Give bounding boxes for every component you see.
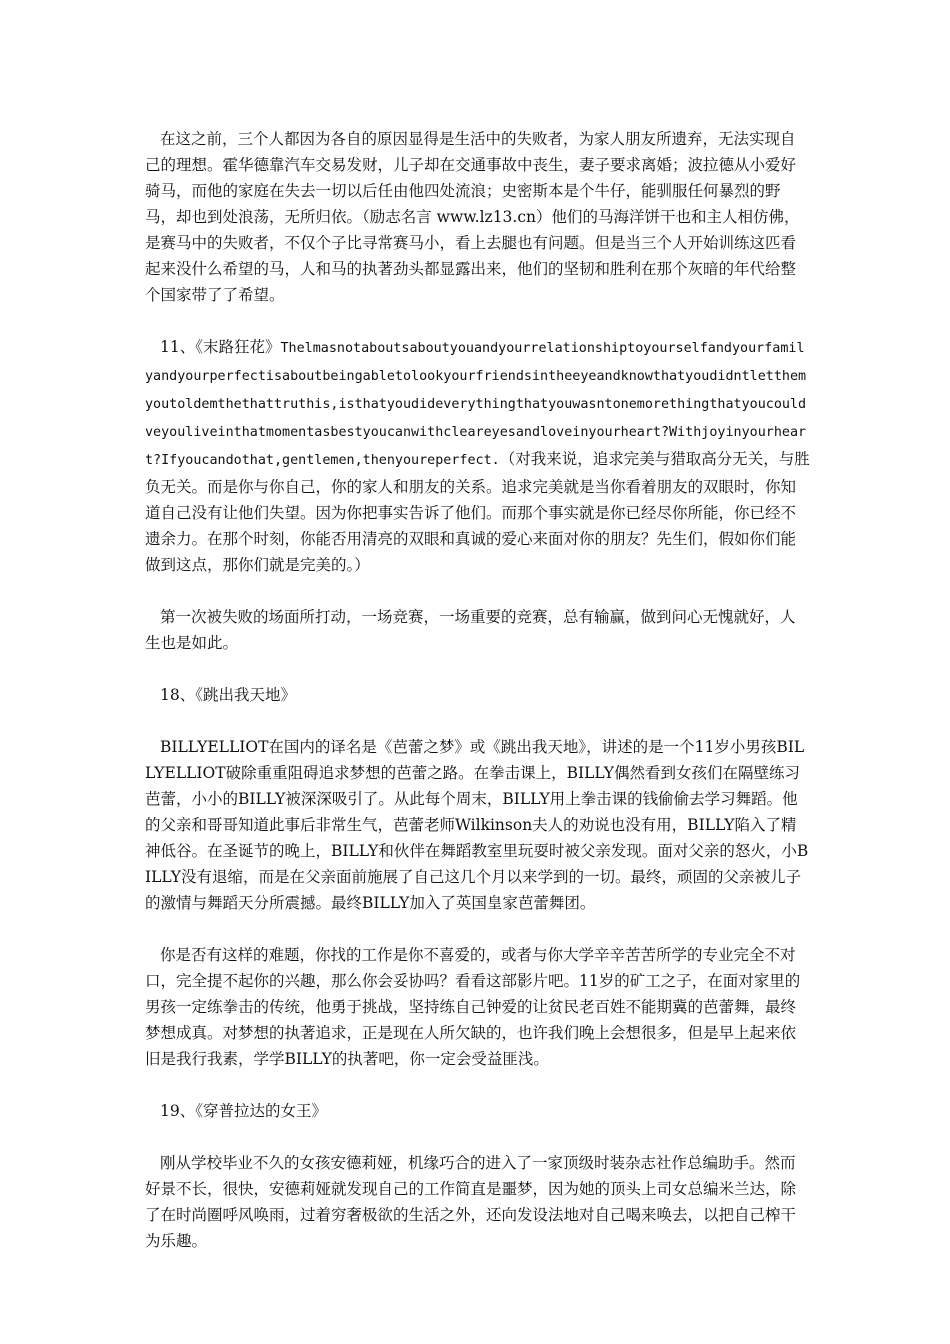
- heading-thelma-louise: 11、《末路狂花》: [160, 338, 281, 356]
- paragraph-billy-elliot-summary: BILLYELLIOT在国内的译名是《芭蕾之梦》或《跳出我天地》，讲述的是一个11岁小男孩BILLYELLIOT破除重重阻碍追求梦想的芭蕾之路。在拳击课上，BILLY偶然看到女孩们在隔壁练习芭蕾，小小的BILLY被深深吸引了。从此每个周末，BILLY用上拳击课的钱偷偷去学习舞蹈。他的父亲和哥哥知道此事后非常生气，芭蕾老师Wilkinson夫人的劝说也没有用，BILLY陷入了精神低谷。在圣诞节的晚上，BILLY和伙伴在舞蹈教室里玩耍时被父亲发现。面对父亲的怒火，小BILLY没有退缩，而是在父亲面前施展了自己这几个月以来学到的一切。最终，顽固的父亲被儿子的激情与舞蹈天分所震撼。最终BILLY加入了英国皇家芭蕾舞团。: [145, 738, 809, 912]
- paragraph-thelma-louise: [145, 334, 810, 578]
- heading-billy-elliot: 18、《跳出我天地》: [160, 686, 296, 704]
- english-quote: Thelmasnotaboutsaboutyouandyourrelationshiptoyourselfandyourfamilyandyourperfectisaboutbeingabletolookyourfriendsintheeyeandknowthatyoudidntletthemyoutoldemthethattruthis,isthatyoudideverythingthatyouwasntonemorethingthatyoucouldveyouliveinthatmomentasbestyoucanwithcleareyesandloveinyourheart?Withjoyinyourheart?Ifyoucandothat,gentlemen,thenyoureperfect.: [145, 341, 807, 468]
- document-body: [145, 126, 810, 1280]
- chinese-translation: （对我来说，追求完美与猎取高分无关，与胜负无关。而是你与你自己，你的家人和朋友的关系。追求完美就是当你看着朋友的双眼时，你知道自己没有让他们失望。因为你把事实告诉了他们。而那个事实就是你已经尽你所能，你已经不遗余力。在那个时刻，你能否用清亮的双眼和真诚的爱心来面对你的朋友？先生们，假如你们能做到这点，那你们就是完美的。）: [145, 450, 810, 574]
- paragraph-billy-elliot-reflection: 你是否有这样的难题，你找的工作是你不喜爱的，或者与你大学辛辛苦苦所学的专业完全不对口，完全提不起你的兴趣，那么你会妥协吗？看看这部影片吧。11岁的矿工之子，在面对家里的男孩一定练拳击的传统，他勇于挑战，坚持练自己钟爱的让贫民老百姓不能期冀的芭蕾舞，最终梦想成真。对梦想的执著追求，正是现在人所欠缺的，也许我们晚上会想很多，但是早上起来依旧是我行我素，学学BILLY的执著吧，你一定会受益匪浅。: [145, 946, 801, 1068]
- paragraph-devil-wears-prada-summary: 刚从学校毕业不久的女孩安德莉娅，机缘巧合的进入了一家顶级时装杂志社作总编助手。然而好景不长，很快，安德莉娅就发现自己的工作简直是噩梦，因为她的顶头上司女总编米兰达，除了在时尚圈呼风唤雨，过着穷奢极欲的生活之外，还向发设法地对自己喝来唤去，以把自己榨干为乐趣。: [145, 1154, 797, 1250]
- paragraph-seabiscuit-summary: 在这之前，三个人都因为各自的原因显得是生活中的失败者，为家人朋友所遗弃，无法实现自己的理想。霍华德靠汽车交易发财，儿子却在交通事故中丧生，妻子要求离婚；波拉德从小爱好骑马，而他的家庭在失去一切以后任由他四处流浪；史密斯本是个牛仔，能驯服任何暴烈的野马，却也到处浪荡，无所归依。（励志名言 www.lz13.cn）他们的马海洋饼干也和主人相仿佛，是赛马中的失败者，不仅个子比寻常赛马小，看上去腿也有问题。但是当三个人开始训练这匹看起来没什么希望的马，人和马的执著劲头都显露出来，他们的坚韧和胜利在那个灰暗的年代给整个国家带了了希望。: [145, 130, 800, 304]
- heading-devil-wears-prada: 19、《穿普拉达的女王》: [160, 1102, 327, 1120]
- paragraph-failure-moved: 第一次被失败的场面所打动，一场竞赛，一场重要的竞赛，总有输赢，做到问心无愧就好，人生也是如此。: [145, 608, 796, 652]
